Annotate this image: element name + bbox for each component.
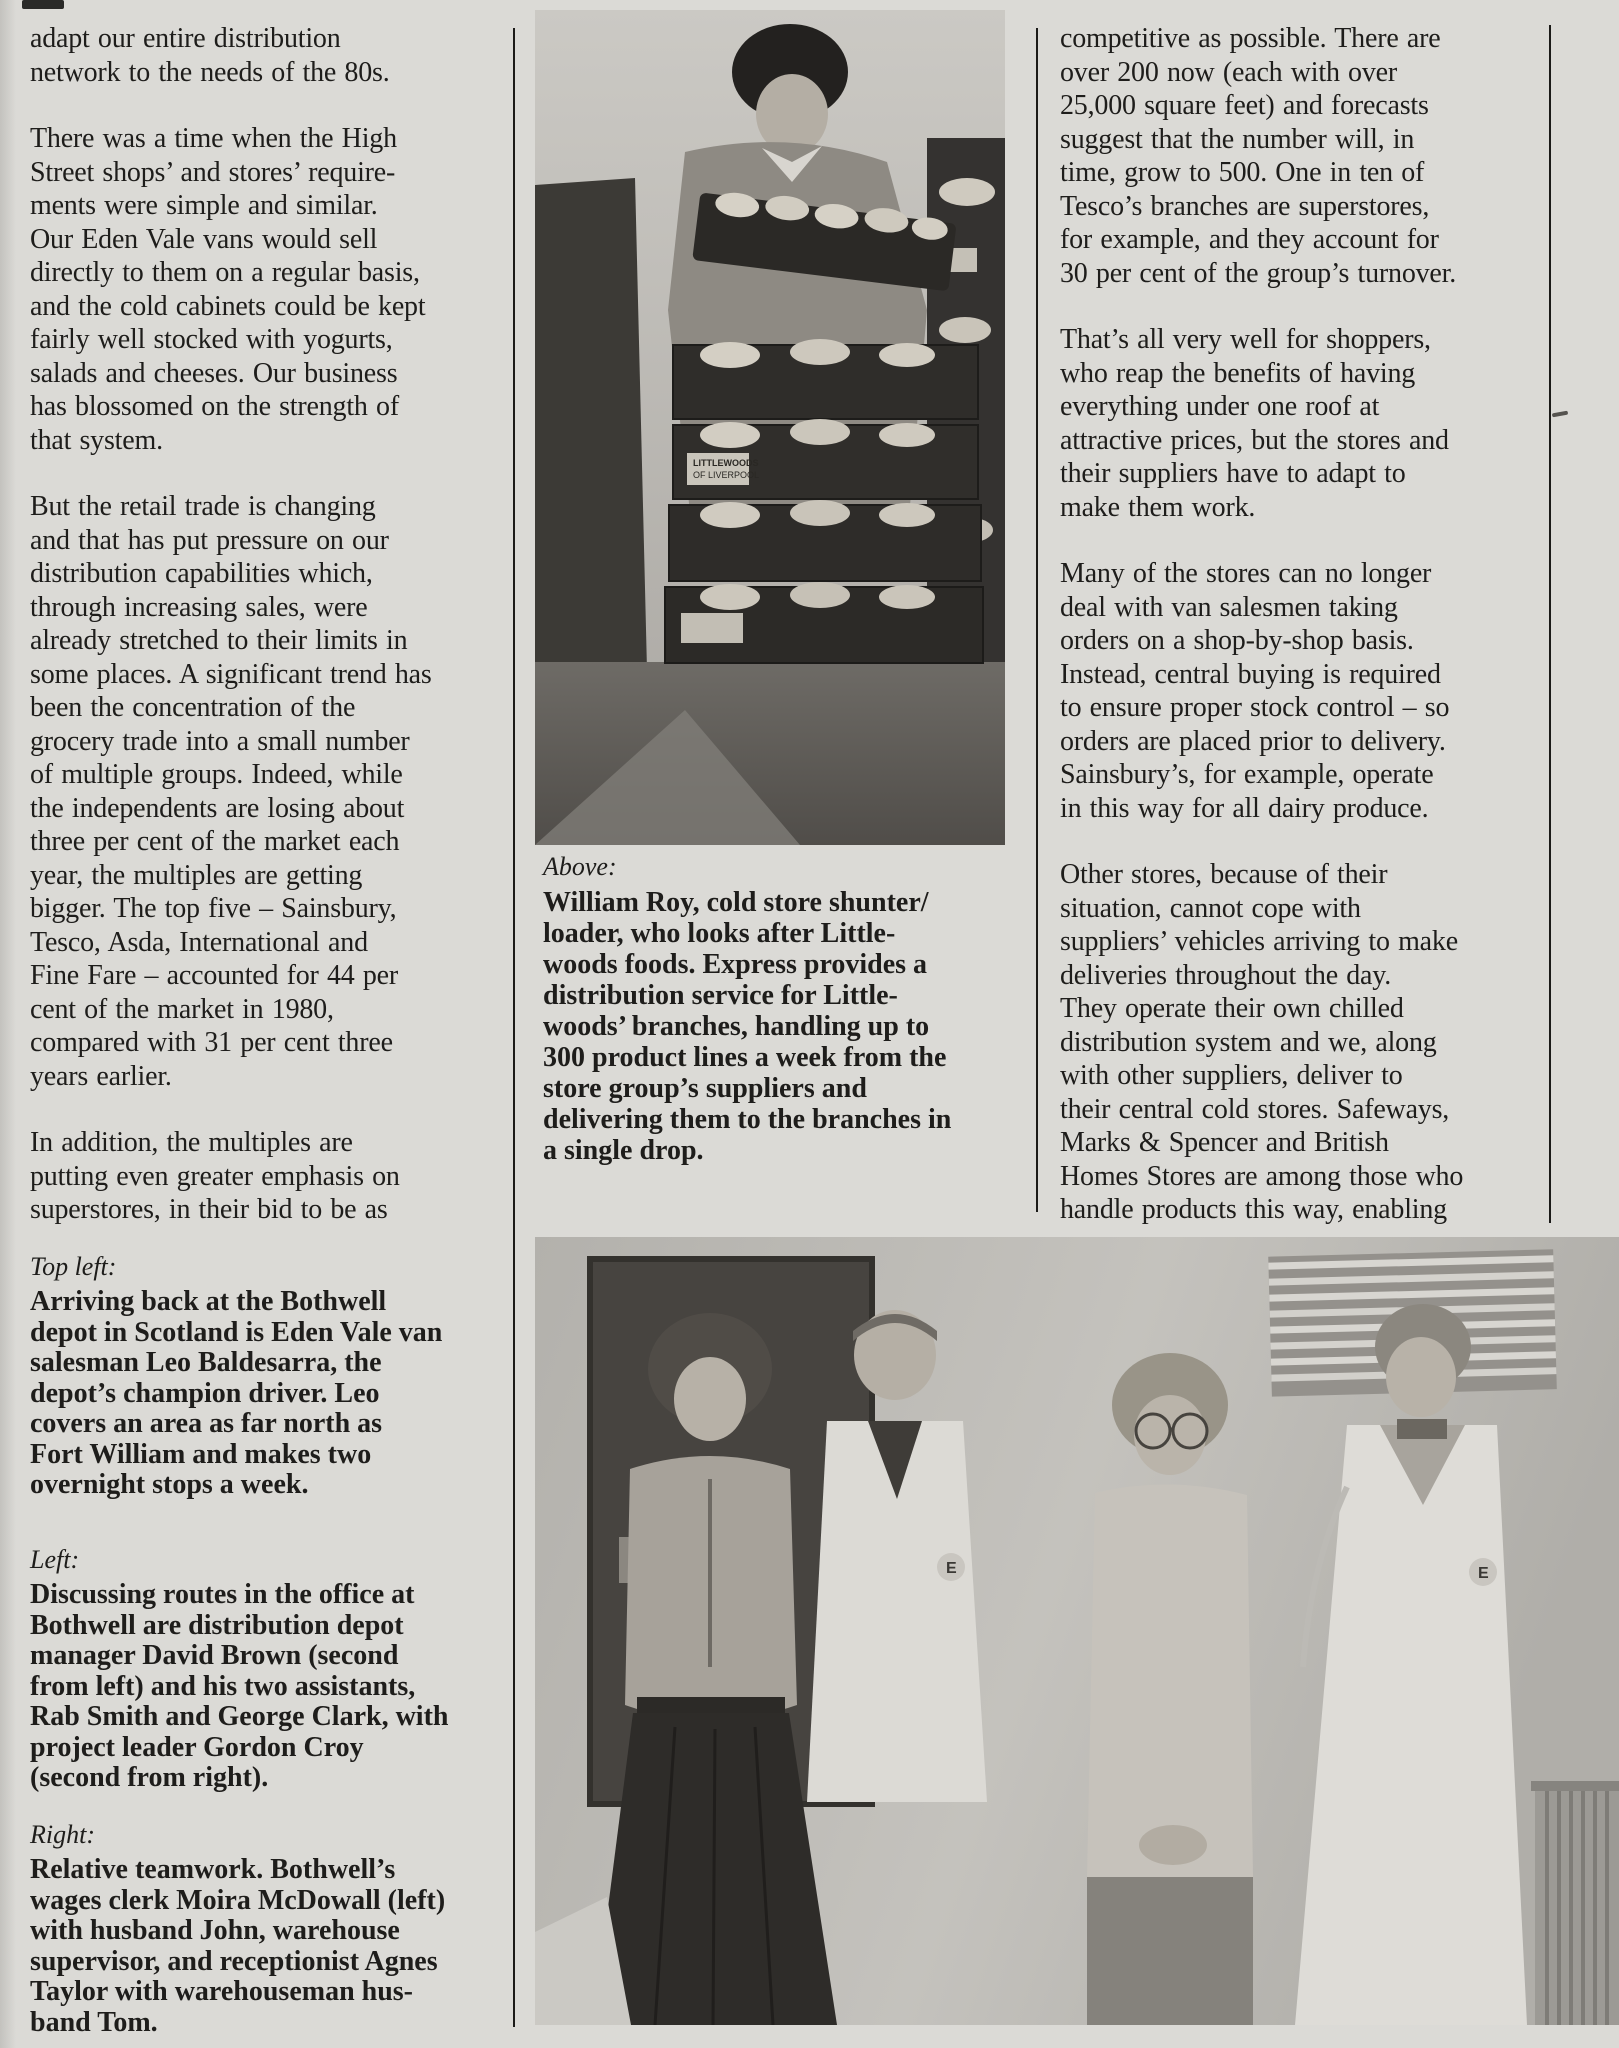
caption-right — [30, 1820, 510, 2038]
badge-letter: E — [946, 1560, 957, 1577]
body-paragraph: That’s all very well for shoppers, who reap the benefits of having everything under one roof at attractive prices, but the stores and their suppliers have to adapt to make them work. — [1060, 324, 1449, 523]
crate-label-text: OF LIVERPOOL — [693, 470, 760, 480]
caption-label: Right: — [30, 1820, 95, 1849]
column-divider-left — [513, 28, 515, 2027]
crate-label-text: LITTLEWOODS — [693, 458, 759, 468]
badge-letter: E — [1478, 1565, 1489, 1582]
caption-text: William Roy, cold store shunter/ loader, who looks after Little- woods foods. Express provides a distribution service for Little- woods’ branches, handling up to 300 product lines a week from the store group’s suppliers and delivering them to the branches in a single drop. — [543, 887, 952, 1166]
clasped-hands — [1139, 1825, 1207, 1865]
body-paragraph: There was a time when the High Street shops’ and stores’ require- ments were simple and similar. Our Eden Vale vans would sell directly to them on a regular basis, and the cold cabinets could be kept fairly well stocked with yogurts, salads and cheeses. Our business has blossomed on the strength of that system. — [30, 123, 426, 456]
scan-edge-shading — [0, 0, 16, 2048]
column-divider-right — [1549, 25, 1551, 1223]
caption-top-left — [30, 1252, 510, 1501]
body-paragraph: In addition, the multiples are putting even greater emphasis on superstores, in their bid to be as — [30, 1127, 400, 1225]
caption-text: Relative teamwork. Bothwell’s wages clerk Moira McDowall (left) with husband John, warehouse supervisor, and receptionist Agnes Taylor with warehouseman hus- band Tom. — [30, 1854, 446, 2038]
caption-label: Left: — [30, 1545, 80, 1574]
body-paragraph: Many of the stores can no longer deal with van salesmen taking orders on a shop-by-shop basis. Instead, central buying is required to ensure proper stock control – so orders are placed prior to delivery. Sainsbury’s, for example, operate in this way for all dairy produce. — [1060, 558, 1450, 824]
caption-text: Arriving back at the Bothwell depot in Scotland is Eden Vale van salesman Leo Baldesarra, the depot’s champion driver. Leo covers an area as far north as Fort William and makes two overnight stops a week. — [30, 1286, 443, 1500]
photo-office-group — [535, 1237, 1619, 2025]
left-text-column — [30, 22, 510, 1260]
right-text-column — [1060, 22, 1545, 1260]
caption-label: Above: — [543, 852, 617, 881]
skirt — [1087, 1877, 1253, 2025]
pale-sweater — [1087, 1484, 1253, 1877]
body-paragraph: But the retail trade is changing and that has put pressure on our distribution capabilities which, through increasing sales, were already stretched to their limits in some places. A significant trend has been the concentration of the grocery trade into a small number of multiple groups. Indeed, while the independents are losing about three per cent of the market each year, the multiples are getting bigger. The top five – Sainsbury, Tesco, Asda, International and Fine Fare – accounted for 44 per cent of the market in 1980, compared with 31 per cent three years earlier. — [30, 491, 432, 1092]
photo-warehouse-loader — [535, 10, 1005, 845]
belt — [637, 1697, 785, 1713]
face — [674, 1357, 746, 1441]
body-paragraph: Other stores, because of their situation, cannot cope with suppliers’ vehicles arriving to make deliveries throughout the day. They operate their own chilled distribution system and we, along with other suppliers, deliver to their central cold stores. Safeways, Marks & Spencer and British Homes Stores are among those who handle products this way, enabling — [1060, 859, 1464, 1225]
body-paragraph: adapt our entire distribution network to the needs of the 80s. — [30, 23, 390, 88]
face — [1386, 1337, 1456, 1417]
radiator — [1531, 1781, 1619, 2025]
body-paragraph: competitive as possible. There are over 200 now (each with over 25,000 square feet) and forecasts suggest that the number will, in time, grow to 500. One in ten of Tesco’s branches are superstores, for example, and they account for 30 per cent of the group’s turnover. — [1060, 23, 1457, 289]
face — [756, 74, 828, 154]
caption-text: Discussing routes in the office at Bothwell are distribution depot manager David Brown (second from left) and his two assistants, Rab Smith and George Clark, with project leader Gordon Croy (second from right). — [30, 1579, 449, 1793]
caption-above — [543, 852, 1038, 1166]
warehouse-shadow — [535, 178, 647, 670]
caption-label: Top left: — [30, 1252, 117, 1281]
sweater-neck — [1397, 1419, 1447, 1439]
scan-mark-dash — [1552, 411, 1568, 418]
scan-mark — [22, 0, 64, 9]
caption-left — [30, 1545, 510, 1794]
